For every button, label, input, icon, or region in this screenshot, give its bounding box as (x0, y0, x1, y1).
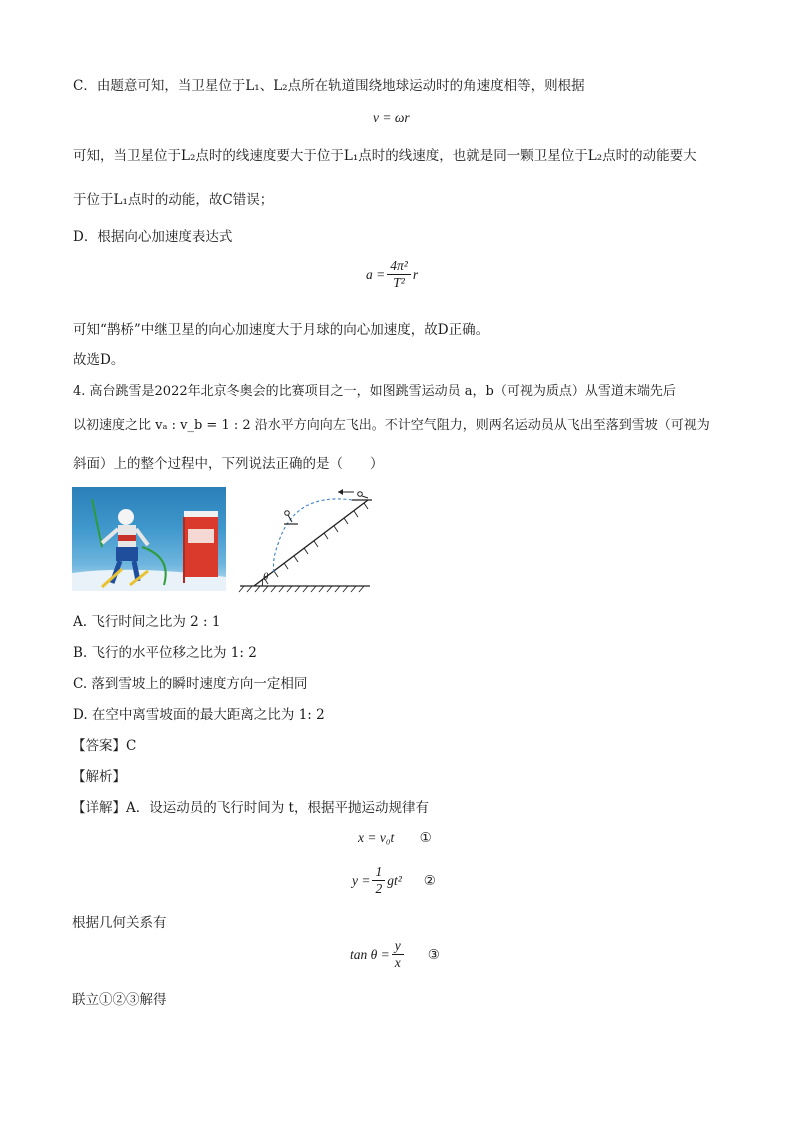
equation-2-marker: ② (423, 872, 436, 888)
equation-a-fraction (387, 258, 411, 291)
equation-3-lhs: tan θ = (350, 946, 390, 962)
option-b: B. 飞行的水平位移之比为 1: 2 (73, 645, 257, 661)
slope-line (254, 500, 368, 586)
slope-diagram (234, 484, 374, 594)
equation-3-fraction (392, 938, 404, 971)
equation-3-numerator: y (392, 938, 404, 955)
option-d-intro: D．根据向心加速度表达式 (73, 229, 233, 245)
equation-2 (352, 864, 436, 897)
equation-a-numerator: 4π² (387, 258, 411, 275)
equation-2-fraction (372, 864, 385, 897)
question-4-line-1: 4. 高台跳雪是2022年北京冬奥会的比赛项目之一，如图跳雪运动员 a，b（可视为质点）从雪道末端先后 (73, 384, 676, 399)
equation-v: v = ωr (373, 110, 410, 125)
question-4-line-3: 斜面）上的整个过程中，下列说法正确的是（ ） (73, 456, 384, 472)
equation-a-rhs: r (412, 266, 419, 282)
equation-2-denominator: 2 (375, 881, 383, 897)
jumper-midair-icon (285, 511, 290, 516)
analysis-label: 【解析】 (72, 769, 126, 785)
equation-2-lhs: y = (352, 872, 371, 888)
question-4-line-2: 以初速度之比 vₐ : v_b = 1 : 2 沿水平方向向左飞出。不计空气阻力，则两名运动员从飞出至落到雪坡（可视为 (73, 418, 710, 433)
arrowhead-icon (338, 489, 343, 495)
jumper-start-icon (358, 492, 363, 497)
equation-1-body: x = v₀t (358, 830, 395, 845)
equation-1-marker: ① (419, 830, 432, 845)
slope-hatching (264, 503, 368, 584)
answer-label: 【答案】C (72, 738, 137, 754)
equation-a-lhs: a = (366, 266, 386, 282)
equation-a-denominator: T² (393, 275, 405, 291)
equation-2-numerator: 1 (372, 864, 385, 881)
ski-jumper-illustration (72, 487, 226, 591)
option-d: D. 在空中离雪坡面的最大距离之比为 1: 2 (73, 707, 325, 723)
option-c-body-2: 于位于L₁点时的动能，故C错误； (73, 192, 274, 208)
equation-3 (350, 938, 440, 971)
equation-a (366, 258, 418, 291)
option-a: A. 飞行时间之比为 2 : 1 (73, 614, 221, 630)
option-c-body-1: 可知，当卫星位于L₂点时的线速度要大于位于L₁点时的线速度，也就是同一颗卫星位于L₂点时的动能要大 (73, 148, 697, 164)
geometry-relation-text: 根据几何关系有 (72, 915, 167, 931)
choose-answer-text: 故选D。 (73, 352, 125, 368)
equation-3-denominator: x (394, 955, 401, 971)
equation-2-rhs: gt² (387, 872, 402, 888)
option-c: C. 落到雪坡上的瞬时速度方向一定相同 (73, 676, 308, 692)
option-c-intro: C．由题意可知，当卫星位于L₁、L₂点所在轨道围绕地球运动时的角速度相等，则根据 (73, 78, 585, 94)
angle-theta-label: θ (263, 571, 269, 583)
equation-3-marker: ③ (427, 946, 440, 962)
detail-intro: 【详解】A．设运动员的飞行时间为 t，根据平抛运动规律有 (72, 800, 429, 816)
ground-hatching (239, 586, 364, 592)
option-d-conclusion: 可知“鹊桥”中继卫星的向心加速度大于月球的向心加速度，故D正确。 (73, 322, 490, 338)
ski-jumper-photo (72, 487, 226, 591)
trajectory-curve (274, 499, 353, 572)
combine-text: 联立①②③解得 (72, 992, 167, 1008)
equation-1 (358, 830, 432, 846)
